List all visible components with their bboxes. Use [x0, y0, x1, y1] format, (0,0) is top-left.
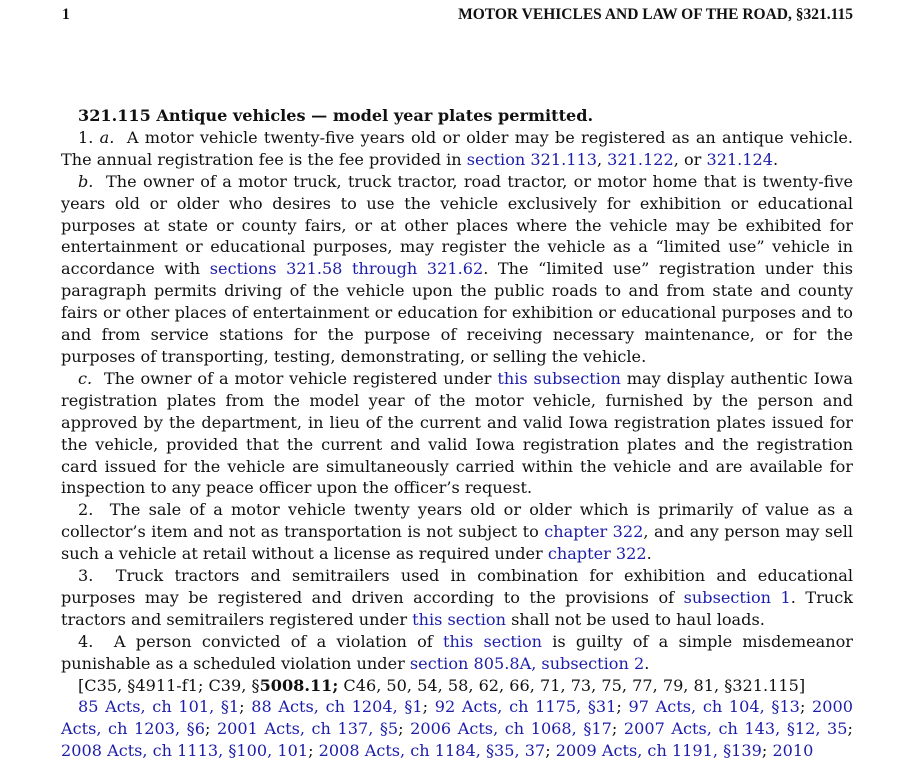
paragraph-1a [61, 127, 853, 171]
paragraph-letter: b. [78, 171, 94, 191]
history-link[interactable]: 2008 Acts, ch 1184, §35, 37 [318, 741, 546, 761]
text: A motor vehicle twenty-five years old or older may be registered as an antique vehicle. The annual registration fee is the fee provided in [61, 127, 853, 169]
history-link[interactable]: 2008 Acts, ch 1113, §100, 101 [61, 741, 309, 761]
paragraph-letter: c. [78, 368, 93, 388]
text: . The “limited use” registration under this paragraph permits driving of the vehicle upon the public roads to and from state and county fairs or other places of entertainment or education for exhibition or educational purposes and to and from service stations for the purpose of receiving necessary maintenance, or for the purposes of transporting, testing, demonstrating, or selling the vehicle. [61, 259, 854, 366]
punctuation: . [644, 653, 650, 673]
link-chapter-322[interactable]: chapter 322 [544, 522, 644, 542]
page-header [0, 6, 921, 28]
history-link[interactable]: 2000 Acts, ch 1203, §6 [61, 697, 854, 739]
link-section-321-113[interactable]: section 321.113 [466, 149, 597, 169]
separator: ; [611, 719, 624, 739]
paragraph-letter: a. [99, 127, 115, 147]
text: Truck tractors and semitrailers used in combination for exhibition and educational purposes may be registered and driven according to the provisions of [61, 566, 854, 607]
separator: , [596, 149, 608, 169]
separator: ; [799, 697, 813, 717]
link-this-section[interactable]: this section [412, 609, 506, 629]
text: , and any person may sell such a vehicle at retail without a license as required under [61, 522, 853, 564]
link-321-122[interactable]: 321.122 [607, 149, 674, 169]
history-link[interactable]: 88 Acts, ch 1204, §1 [251, 697, 423, 717]
paragraph-2 [61, 499, 853, 565]
text: shall not be used to haul loads. [505, 609, 765, 629]
link-sections-321-58-through-321-62[interactable]: sections 321.58 through 321.62 [209, 259, 484, 279]
history-link[interactable]: 2001 Acts, ch 137, §5 [216, 719, 399, 739]
source-text: C46, 50, 54, 58, 62, 66, 71, 73, 75, 77, 79, 81, §321.115] [338, 675, 806, 695]
paragraph-3 [61, 565, 853, 631]
source-bold-citation: 5008.11; [259, 675, 339, 695]
punctuation: . [646, 544, 652, 564]
subsection-number: 1. [78, 127, 94, 147]
separator: ; [545, 741, 556, 761]
text: The sale of a motor vehicle twenty years old or older which is primarily of value as a collector’s item and not as transportation is not subject to [61, 500, 854, 542]
punctuation: . [773, 149, 779, 169]
text: The owner of a motor truck, truck tractor, road tractor, or motor home that is twenty-five years old or older who desires to use the vehicle exclusively for exhibition or educational purposes at state or county fairs, or at other places where the vehicle may be exhibited for entertainment or educational purposes, may register the vehicle as a “limited use” vehicle in accordance with [61, 171, 853, 279]
subsection-number: 4. [78, 631, 94, 651]
link-321-124[interactable]: 321.124 [706, 149, 774, 169]
link-this-subsection[interactable]: this subsection [497, 368, 621, 388]
history-link[interactable]: 85 Acts, ch 101, §1 [78, 697, 240, 717]
link-chapter-322[interactable]: chapter 322 [547, 544, 647, 564]
history-link[interactable]: 2009 Acts, ch 1191, §139 [555, 741, 762, 761]
text: . Truck tractors and semitrailers registered under [61, 587, 853, 629]
history-link[interactable]: 2006 Acts, ch 1068, §17 [410, 719, 612, 739]
paragraph-1c [61, 368, 853, 499]
separator: ; [761, 741, 773, 761]
history-link[interactable]: 2007 Acts, ch 143, §12, 35 [623, 719, 848, 739]
link-this-section[interactable]: this section [443, 631, 542, 651]
link-section-805-8a[interactable]: section 805.8A, subsection 2 [409, 653, 645, 673]
text: A person convicted of a violation of [113, 631, 444, 651]
link-subsection-1[interactable]: subsection 1 [683, 587, 791, 607]
separator: ; [616, 697, 629, 717]
running-head: MOTOR VEHICLES AND LAW OF THE ROAD, §321.115 [458, 6, 853, 23]
text: is guilty of a simple misdemeanor punishable as a scheduled violation under [61, 631, 854, 673]
text: may display authentic Iowa registration plates from the model year of the motor vehicle, furnished by the person and approved by the department, in lieu of the current and valid Iowa registration plates issued for the vehicle, provided that the current and valid Iowa registration plates and the registration card issued for the vehicle are simultaneously carried within the vehicle and are available for inspection to any peace officer upon the officer’s request. [61, 368, 854, 498]
source-text: [C35, §4911-f1; C39, § [78, 675, 260, 695]
paragraph-1b [61, 171, 853, 368]
section-title: 321.115 Antique vehicles — model year plates permitted. [78, 106, 594, 125]
history-link[interactable]: 2010 [772, 741, 814, 761]
separator: ; [239, 697, 252, 717]
subsection-number: 2. [78, 500, 94, 520]
separator: ; [308, 741, 319, 761]
paragraph-4 [61, 631, 853, 675]
separator: ; [398, 719, 411, 739]
history-link[interactable]: 92 Acts, ch 1175, §31 [434, 697, 617, 717]
source-note [61, 675, 853, 697]
section-body [61, 105, 853, 762]
text: The owner of a motor vehicle registered under [103, 368, 498, 388]
separator: , or [673, 149, 707, 169]
subsection-number: 3. [78, 566, 94, 586]
separator: ; [204, 719, 217, 739]
page-number: 1 [62, 6, 70, 23]
separator: ; [847, 719, 853, 739]
history-link[interactable]: 97 Acts, ch 104, §13 [628, 697, 800, 717]
separator: ; [422, 697, 435, 717]
legislative-history [61, 696, 853, 762]
